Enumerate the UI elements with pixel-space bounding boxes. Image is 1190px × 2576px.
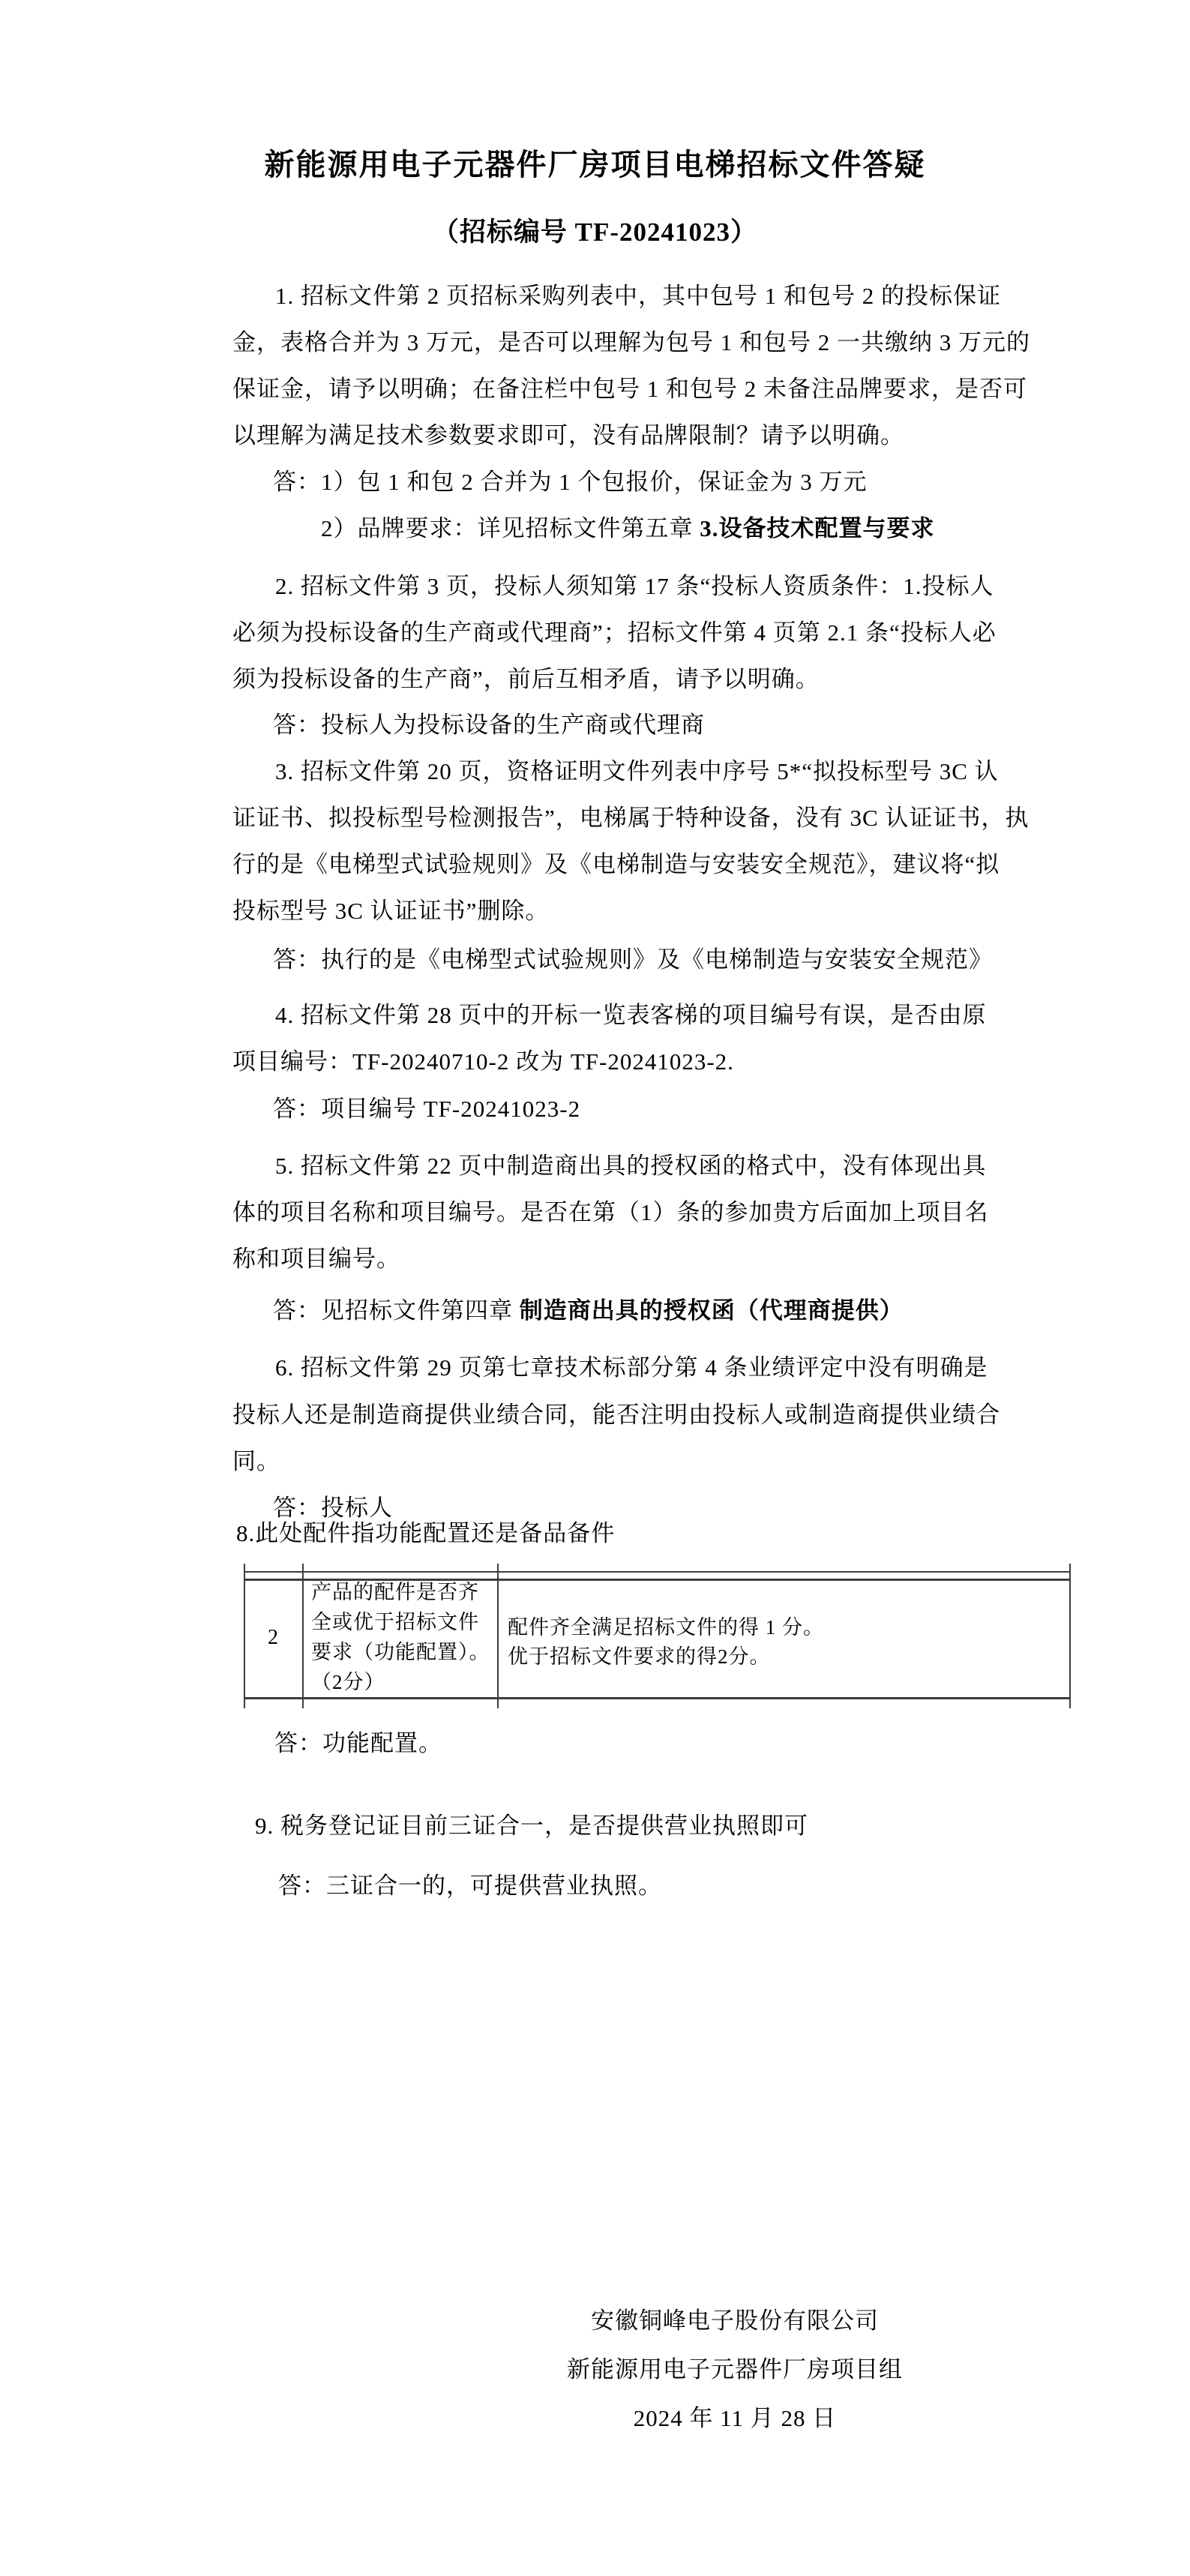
question-5-line: 称和项目编号。 [232, 1246, 400, 1272]
footer-project-group: 新能源用电子元器件厂房项目组 [567, 2356, 903, 2383]
page-title: 新能源用电子元器件厂房项目电梯招标文件答疑 [264, 148, 926, 181]
question-6-line: 投标人还是制造商提供业绩合同，能否注明由投标人或制造商提供业绩合 [232, 1402, 1000, 1428]
question-6-line: 6. 招标文件第 29 页第七章技术标部分第 4 条业绩评定中没有明确是 [275, 1354, 988, 1381]
question-5-line: 5. 招标文件第 22 页中制造商出具的授权函的格式中，没有体现出具 [275, 1153, 987, 1179]
question-8-line: 8.此处配件指功能配置还是备品备件 [236, 1520, 616, 1546]
question-4-line: 4. 招标文件第 28 页中的开标一览表客梯的项目编号有误，是否由原 [275, 1002, 987, 1028]
answer-1-text: 2）品牌要求：详见招标文件第五章 [321, 515, 700, 541]
answer-9-line: 答：三证合一的，可提供营业执照。 [278, 1873, 662, 1899]
table-right-border [1069, 1564, 1071, 1708]
question-2-line: 2. 招标文件第 3 页，投标人须知第 17 条“投标人资质条件：1.投标人 [275, 573, 994, 599]
criteria-line: 产品的配件是否齐 [311, 1581, 479, 1603]
table-rule-bottom [244, 1697, 1071, 1699]
answer-2-line: 答：投标人为投标设备的生产商或代理商 [273, 712, 705, 738]
answer-1-line: 答：1）包 1 和包 2 合并为 1 个包报价，保证金为 3 万元 [273, 469, 868, 495]
criteria-line: 要求（功能配置）。 [311, 1641, 490, 1663]
answer-1-bold-reference: 3.设备技术配置与要求 [700, 515, 935, 541]
scoring-line: 优于招标文件要求的得2分。 [508, 1645, 771, 1668]
table-cell-row-number: 2 [268, 1626, 278, 1649]
table-rule-thin [244, 1571, 1071, 1573]
question-3-line: 行的是《电梯型式试验规则》及《电梯制造与安装安全规范》，建议将“拟 [232, 851, 1000, 877]
answer-6-line: 答：投标人 [273, 1495, 393, 1521]
answer-8-line: 答：功能配置。 [274, 1730, 442, 1756]
table-cell-scoring [508, 1613, 1055, 1672]
question-1-line: 1. 招标文件第 2 页招标采购列表中，其中包号 1 和包号 2 的投标保证 [275, 283, 1001, 309]
table-cell-criteria [311, 1577, 491, 1697]
question-6-line: 同。 [232, 1448, 280, 1474]
table-column-divider [497, 1564, 499, 1708]
answer-5-line [273, 1288, 904, 1334]
question-5-line: 体的项目名称和项目编号。是否在第（1）条的参加贵方后面加上项目名 [232, 1199, 989, 1225]
footer-company: 安徽铜峰电子股份有限公司 [591, 2308, 879, 2334]
page-subtitle: （招标编号 TF-20241023） [432, 217, 758, 247]
score-table [244, 1564, 1071, 1708]
question-1-line: 以理解为满足技术参数要求即可，没有品牌限制？请予以明确。 [232, 422, 904, 448]
answer-1-line [321, 505, 935, 552]
answer-5-text: 答：见招标文件第四章 [273, 1297, 520, 1324]
question-2-line: 必须为投标设备的生产商或代理商”；招标文件第 4 页第 2.1 条“投标人必 [232, 619, 997, 646]
question-9-line: 9. 税务登记证目前三证合一，是否提供营业执照即可 [255, 1813, 808, 1839]
scoring-line: 配件齐全满足招标文件的得 1 分。 [508, 1616, 824, 1639]
criteria-line: （2分） [311, 1671, 385, 1693]
question-4-line: 项目编号：TF-20240710-2 改为 TF-20241023-2. [232, 1048, 734, 1075]
answer-3-line: 答：执行的是《电梯型式试验规则》及《电梯制造与安装安全规范》 [273, 946, 993, 973]
footer-date: 2024 年 11 月 28 日 [633, 2405, 837, 2431]
question-1-line: 金，表格合并为 3 万元，是否可以理解为包号 1 和包号 2 一共缴纳 3 万元的 [232, 329, 1030, 355]
question-2-line: 须为投标设备的生产商”，前后互相矛盾，请予以明确。 [232, 666, 820, 692]
question-1-line: 保证金，请予以明确；在备注栏中包号 1 和包号 2 未备注品牌要求，是否可 [232, 376, 1027, 402]
question-3-line: 3. 招标文件第 20 页，资格证明文件列表中序号 5*“拟投标型号 3C 认 [275, 758, 999, 784]
question-3-line: 证证书、拟投标型号检测报告”，电梯属于特种设备，没有 3C 认证证书，执 [232, 805, 1030, 831]
answer-5-bold-reference: 制造商出具的授权函（代理商提供） [519, 1297, 904, 1324]
criteria-line: 全或优于招标文件 [311, 1611, 479, 1633]
table-column-divider [302, 1564, 304, 1708]
answer-4-line: 答：项目编号 TF-20241023-2 [273, 1096, 581, 1122]
question-3-line: 投标型号 3C 认证证书”删除。 [232, 898, 550, 924]
